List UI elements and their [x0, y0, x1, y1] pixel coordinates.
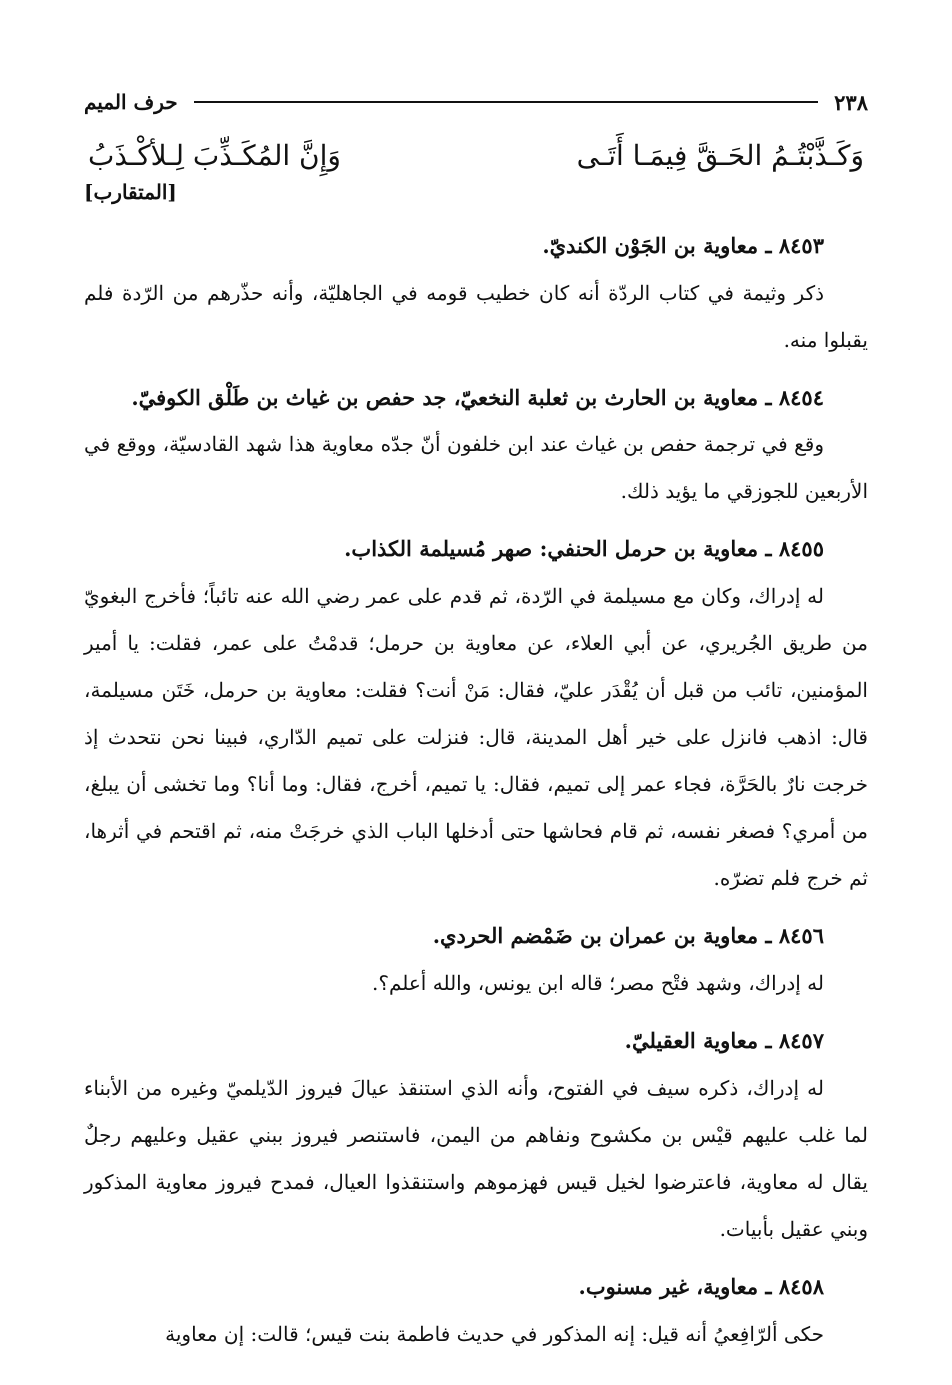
entry-8455 [84, 525, 868, 902]
poem-meter: [المتقارب] [84, 180, 177, 204]
entry-paragraph: له إدراك، وكان مع مسيلمة في الرّدة، ثم قدم على عمر رضي الله عنه تائباً؛ فأخرج البغويّ من طريق الجُريري، عن أبي العلاء، عن معاوية بن حرمل؛ قدمْتُ على عمر، فقلت: يا أمير المؤمنين، تائب من قبل أن يُقْدَر عليّ، فقال: مَنْ أنت؟ فقلت: معاوية بن حرمل، خَتَن مسيلمة، قال: اذهب فانزل على خير أهل المدينة، قال: فنزلت على تميم الدّاري، فبينا نحن نتحدث إذ خرجت نارٌ بالحَرَّة، فجاء عمر إلى تميم، فقال: يا تميم، أخرج، فقال: وما أنا؟ وما تخشى أن يبلغ، من أمري؟ فصغر نفسه، ثم قام فحاشها حتى أدخلها الباب الذي خرجَتْ منه، ثم اقتحم في أثرها، ثم خرج فلم تضرّه. [84, 584, 868, 890]
entry-paragraph: وقع في ترجمة حفص بن غياث عند ابن خلفون أنّ جدّه معاوية هذا شهد القادسيّة، ووقع في الأربعين للجوزقي ما يؤيد ذلك. [84, 432, 868, 503]
header-rule [194, 101, 819, 103]
entry-title: ٨٤٥٦ ـ معاوية بن عمران بن ضَمْضم الحردي. [432, 923, 824, 948]
entry-title: ٨٤٥٤ ـ معاوية بن الحارث بن ثعلبة النخعيّ، جد حفص بن غياث بن طَلْق الكوفيّ. [131, 385, 824, 410]
entry-8454 [84, 374, 868, 515]
entry-8453 [84, 222, 868, 364]
entry-title: ٨٤٥٥ ـ معاوية بن حرمل الحنفي: صهر مُسيلمة الكذاب. [344, 536, 824, 561]
entry-paragraph: له إدراك، ذكره سيف في الفتوح، وأنه الذي استنقذ عيالَ فيروز الدّيلميّ وغيره من الأبناء لما غلب عليهم قيْس بن مكشوح ونفاهم من اليمن، فاستنصر فيروز ببني عقيل وعليهم رجلٌ يقال له معاوية، فاعترضوا لخيل قيس فهزموهم واستنقذوا العيال، فمدح فيروز معاوية المذكور وبني عقيل بأبيات. [84, 1076, 868, 1241]
entry-title: ٨٤٥٨ ـ معاوية، غير مسنوب. [578, 1274, 824, 1299]
chapter-title: حرف الميم [84, 90, 178, 114]
verse-second-hemistich: وَإِنَّ المُكَـذِّبَ لِـلأكْـذَبُ [88, 139, 341, 172]
book-page [84, 84, 868, 1364]
entry-paragraph: ذكر وثيمة في كتاب الردّة أنه كان خطيب قومه في الجاهليّة، وأنه حذّرهم من الرّدة فلم يقبلوا منه. [84, 281, 868, 352]
verse-first-hemistich: وَكَـذَّبْتُـمُ الحَـقَّ فِيمَـا أَتَـى [576, 139, 864, 172]
entry-title: ٨٤٥٣ ـ معاوية بن الجَوْن الكنديّ. [542, 233, 824, 258]
page-header [84, 84, 868, 120]
entry-8456 [84, 912, 868, 1007]
entry-title: ٨٤٥٧ ـ معاوية العقيليّ. [624, 1028, 824, 1053]
entry-paragraph: حكى ألرّافِعيُ أنه قيل: إنه المذكور في حديث فاطمة بنت قيس؛ قالت: إن معاوية [165, 1322, 824, 1346]
entry-8457 [84, 1017, 868, 1253]
entry-paragraph: له إدراك، وشهد فتْح مصر؛ قاله ابن يونس، والله أعلم؟. [371, 971, 824, 995]
poem-verse [84, 134, 868, 178]
page-number: ٢٣٨ [834, 89, 868, 115]
entry-8458 [84, 1263, 868, 1358]
